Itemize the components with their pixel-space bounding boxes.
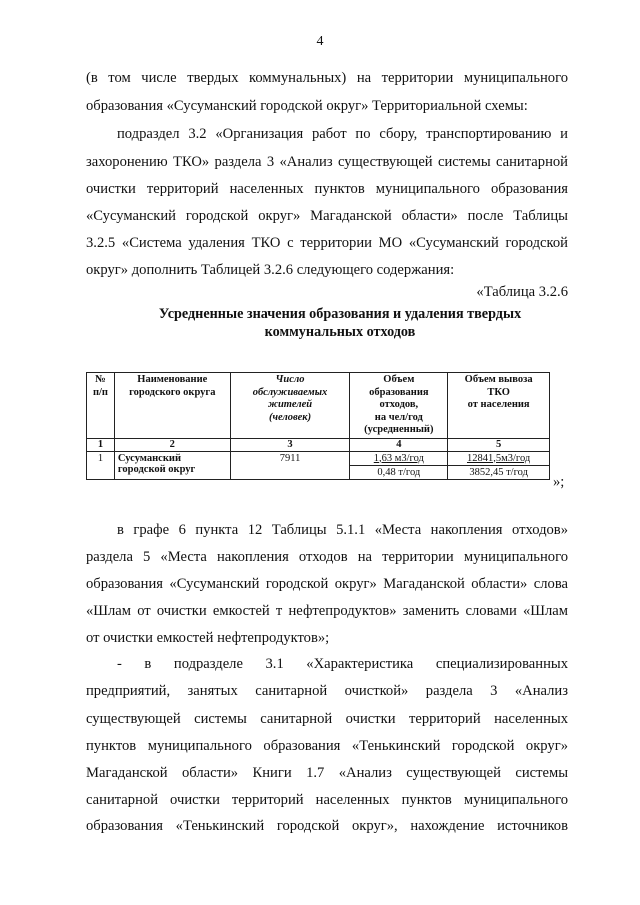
row-volume-m3: 1,63 м3/год xyxy=(350,451,448,465)
text-line: образования «Тенькинский городской округ», нахождение источников xyxy=(86,818,568,834)
text-line: - в подразделе 3.1 «Характеристика специализированных xyxy=(117,656,568,672)
col-number: 3 xyxy=(230,438,350,451)
table-title-line: Усредненные значения образования и удаления твердых xyxy=(158,306,522,322)
header-volume: Объем образования отходов, на чел/год (усредненный) xyxy=(350,373,448,439)
table-closing-quote: »; xyxy=(553,474,565,490)
text-line: 3.2.5 «Система удаления ТКО с территории МО «Сусуманский городской xyxy=(86,235,568,251)
header-removal: Объем вывоза ТКО от населения xyxy=(448,373,550,439)
text-line: образования «Сусуманский городской округ» Магаданской области» слова xyxy=(86,576,568,592)
waste-table xyxy=(86,372,550,480)
row-name: Сусуманский городской округ xyxy=(114,451,230,479)
text-line: пунктов муниципального образования «Тенькинский городской округ» xyxy=(86,738,568,754)
col-number: 1 xyxy=(87,438,115,451)
header-residents: Число обслуживаемых жителей (человек) xyxy=(230,373,350,439)
text-line: образования «Сусуманский городской округ» Территориальной схемы: xyxy=(86,98,528,114)
text-line: существующей системы санитарной очистки территорий населенных xyxy=(86,711,568,727)
table-title-line: коммунальных отходов xyxy=(264,324,416,340)
text-line: раздела 5 «Места накопления отходов на территории муниципального xyxy=(86,549,568,565)
text-line: захоронению ТКО» раздела 3 «Анализ существующей системы санитарной xyxy=(86,154,568,170)
table-header-row xyxy=(87,373,550,439)
col-number: 4 xyxy=(350,438,448,451)
column-number-row xyxy=(87,438,550,451)
row-volume-t: 0,48 т/год xyxy=(350,465,448,479)
table-row xyxy=(87,451,550,465)
text-line: «Шлам от очистки емкостей т нефтепродуктов» заменить словами «Шлам xyxy=(86,603,568,619)
table-label: «Таблица 3.2.6 xyxy=(476,284,568,300)
row-residents: 7911 xyxy=(230,451,350,479)
row-removal-t: 3852,45 т/год xyxy=(448,465,550,479)
header-num: № п/п xyxy=(87,373,115,439)
text-line: подраздел 3.2 «Организация работ по сбору, транспортированию и xyxy=(117,126,568,142)
text-line: (в том числе твердых коммунальных) на территории муниципального xyxy=(86,70,568,86)
text-line: предприятий, занятых санитарной очисткой» раздела 3 «Анализ xyxy=(86,683,568,699)
col-number: 2 xyxy=(114,438,230,451)
text-line: от очистки емкостей нефтепродуктов»; xyxy=(86,630,330,646)
text-line: санитарной очистки территорий населенных пунктов муниципального xyxy=(86,792,568,808)
text-line: Магаданской области» Книги 1.7 «Анализ существующей системы xyxy=(86,765,568,781)
text-line: в графе 6 пункта 12 Таблицы 5.1.1 «Места накопления отходов» xyxy=(117,522,568,538)
text-line: очистки территорий населенных пунктов муниципального образования xyxy=(86,181,568,197)
col-number: 5 xyxy=(448,438,550,451)
header-name: Наименование городского округа xyxy=(114,373,230,439)
row-num: 1 xyxy=(87,451,115,479)
text-line: «Сусуманский городской округ» Магаданской области» после Таблицы xyxy=(86,208,568,224)
text-line: округ» дополнить Таблицей 3.2.6 следующего содержания: xyxy=(86,262,455,278)
row-removal-m3: 12841,5м3/год xyxy=(448,451,550,465)
page-number: 4 xyxy=(316,34,324,49)
